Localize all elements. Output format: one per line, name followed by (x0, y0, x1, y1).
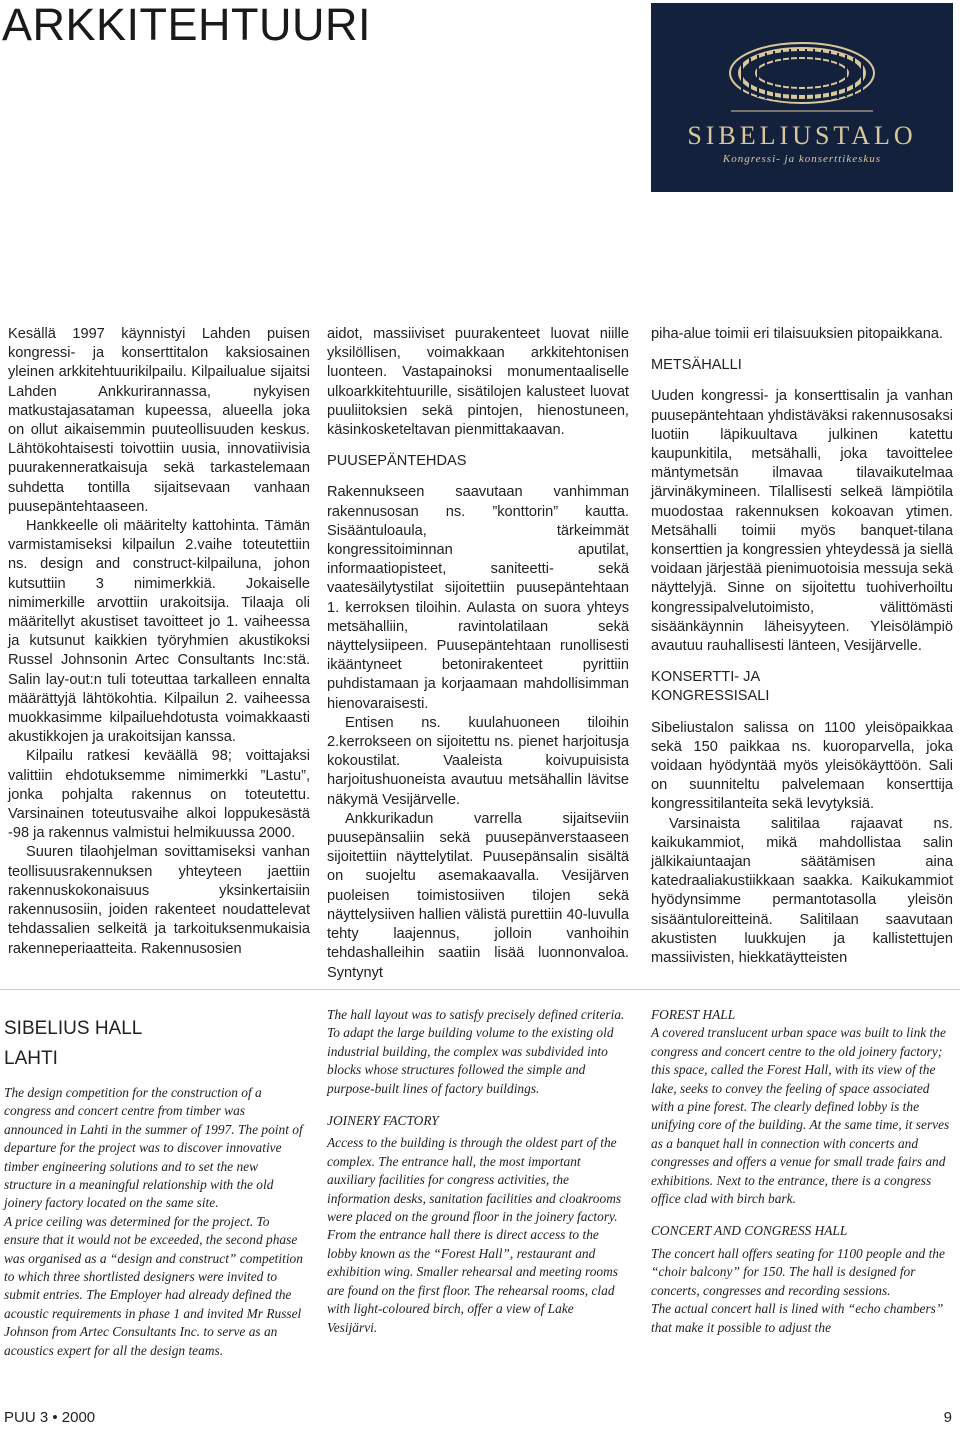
section-heading: KONSERTTI- JA (651, 669, 761, 686)
english-subtitle: LAHTI (4, 1048, 58, 1069)
paragraph: A price ceiling was determined for the project. To ensure that it would not be exceeded, the second phase was organised as a “design and construct” competition to which three shortlisted designers were invited to submit entries. The Employer had already defined the acoustic requirements in phase 1 and invited Mr Russel Johnson from Artec Consultants Inc. to serve as an acoustics expert for all the design teams. (4, 1213, 303, 1358)
section-heading: FOREST HALL (651, 1007, 736, 1022)
paragraph: Sibeliustalon salissa on 1100 yleisöpaikkaa sekä 150 paikkaa ns. kuoroparvella, joka voidaan hyödyntää myös yleisökäyttöön. Sali on suunniteltu palvelemaan konserttija kongressitilanteita sekä levytyksiä. (651, 719, 953, 813)
logo-name: SIBELIUSTALO (687, 121, 917, 150)
divider (0, 989, 960, 990)
issue-footer: PUU 3 • 2000 (4, 1409, 96, 1426)
section-heading: JOINERY FACTORY (327, 1113, 439, 1129)
paragraph: Hankkeelle oli määritelty kattohinta. Tämän varmistamiseksi kilpailun 2.vaihe toteutettiin ns. design and construct-kilpailuna, johon kutsuttiin 3 nimimerkkiä. Jokaiselle nimimerkille arvottiin urakoitsija. Tilaaja oli määritellyt akustiset tavoitteet jo 1. vaiheessa ja kutsunut kaikkien työryhmien akustikoksi Russel Johnsonin Artec Consultants Inc:stä. Salin lay-out:n tuli toteuttaa tarkalleen ennalta määrättyjä lähtökohtia. Kilpailun 2. vaiheessa muokkasimme kilpailuehdotusta voimakkaasti akustikkojen ja urakoitsijan kanssa. (8, 518, 310, 746)
paragraph: Uuden kongressi- ja konserttisalin ja vanhan puusepäntehtaan yhdistäväksi rakennusosaksi luotiin läpikuultava julkinen katettu kaupunkitila, metsähalli, joka tavoittelee mäntymetsän ilmavaa tilavaikutelmaa järvinäkymineen. Tilallisesti selkeä lämpiötila muodostaa rakennuksen kokoavan ytimen. Metsähalli toimii myös banquet-tilana konserttien ja kongressien yhteydessä ja siellä voidaan järjestää pienimuotoisia messuja sekä näyttelyjä. Sinne on sijoitettu tuohiverhoiltu kongressipalvelutoimisto, välittömästi sisäänkäynnin läheisyyteen. Yleisölämpiö avautuu rauhallisesti länteen, Vesijärvelle. (651, 388, 953, 655)
paragraph: Rakennukseen saavutaan vanhimman rakennusosan ns. ”konttorin” kautta. Sisääntuloaula, tärkeimmät kongressitoiminnan aputilat, informaatiopisteet, saniteetti- sekä vaatesäilytystilat sijoitettiin puusepäntehtaan 1. kerroksen tiloihin. Aulasta on suora yhteys metsähalliin, ravintolatilaan sekä näyttelysiipeen. Puusepäntehtaan runollisesti ikääntyneet betonirakenteet pyrittiin puhdistamaan ja korjaamaan mahdollisimman hienovaraisesti. (327, 484, 629, 712)
sibeliustalo-logo (651, 3, 953, 192)
paragraph: Varsinaista salitilaa rajaavat ns. kaikukammiot, mikä mahdollistaa salin jälkikaiuntaajan säätämisen aina katedraaliakustiikkaan saakka. Kaikukammiot hyödynsimme permantotasolla yleisön sisääntuloreitteinä. Salitilaan saavutaan akustisten luukkujen ja kallistettujen massiivisten, hiekkatäytteisten (651, 815, 953, 967)
paragraph: A covered translucent urban space was built to link the congress and concert centre to the old joinery factory; this space, called the Forest Hall, with its view of the lake, seeks to convey the feeling of space associated with a pine forest. The clearly defined lobby is the unifying core of the building. At the same time, it serves as a banquet hall in connection with concerts and congresses and offers a venue for small trade fairs and exhibitions. Next to the entrance, there is a congress office clad with birch bark. (651, 1025, 950, 1207)
paragraph: To adapt the large building volume to the existing old industrial building, the complex was subdivided into blocks whose structures followed the simple and purpose-built lines of factory buildings. (327, 1025, 614, 1096)
paragraph: Suuren tilaohjelman sovittamiseksi vanhan teollisuusrakennuksen yhteyteen jaettiin rakennuskokonaisuus yksinkertaisiin rakennusosiin, joiden rakenteet noudattelevat tehdassalien selkeitä ja tarkoituksenmukaisia rakenneperiaatteita. Rakennusosien (8, 844, 310, 957)
paragraph: The design competition for the construction of a congress and concert centre from timber was announced in Lahti in the summer of 1997. The point of departure for the project was to discover innovative timber engineering solutions and to set the new structure in a meaningful relationship with the old joinery factory located on the same site. (4, 1085, 303, 1211)
page-title: ARKKITEHTUURI (2, 0, 372, 50)
finnish-column-2 (327, 325, 629, 983)
section-heading: PUUSEPÄNTEHDAS (327, 453, 467, 470)
finnish-column-1 (8, 325, 310, 959)
paragraph: Ankkurikadun varrella sijaitseviin puusepänsaliin sekä puusepänverstaaseen sijoitettiin näyttelytilat. Puusepänsalin sisältä on suojeltu asemakaavalla. Vesijärven puoleisen toimistosiiven tilojen sekä näyttelysiiven hallien välistä purettiin 40-luvulla tehty laajennus, jolloin vanhoihin tehdashalleihin saatiin lisää luonnonvaloa. Syntynyt (327, 810, 629, 981)
paragraph: Kilpailu ratkesi keväällä 98; voittajaksi valittiin ehdotuksemme nimimerkki ”Lastu”, jonka pohjalta rakennus on toteutettu. Varsinainen toteutusvaihe alkoi loppukesästä -98 ja rakennus valmistui helmikuussa 2000. (8, 748, 310, 842)
paragraph: Entisen ns. kuulahuoneen tiloihin 2.kerrokseen on sijoitettu ns. pienet harjoitusja kokoustilat. Vaaleista koivupuisista harjoitushuoneista avautuu metsähallin lävitse näkymä Vesijärvelle. (327, 714, 629, 808)
english-title: SIBELIUS HALL (4, 1018, 143, 1039)
section-heading: KONGRESSISALI (651, 688, 770, 705)
logo-subtitle: Kongressi- ja konserttikeskus (722, 153, 882, 165)
paragraph: Access to the building is through the oldest part of the complex. The entrance hall, the most important auxiliary facilities for congress activities, the information desks, sanitation facilities and cloakrooms were placed on the ground floor in the joinery factory. From the entrance hall there is direct access to the lobby known as the “Forest Hall”, restaurant and exhibition wing. Smaller rehearsal and meeting rooms are found on the first floor. The rehearsal rooms, clad with light-coloured birch, offer a view of Lake Vesijärvi. (327, 1135, 622, 1335)
english-column-2 (327, 1006, 627, 1337)
paragraph: The concert hall offers seating for 1100 people and the “choir balcony” for 150. The hall is designed for concerts, congresses and recording sessions. (651, 1245, 945, 1298)
english-column-3 (651, 1006, 951, 1337)
paragraph: piha-alue toimii eri tilaisuuksien pitopaikkana. (651, 326, 944, 342)
page-number: 9 (943, 1409, 952, 1426)
section-heading: CONCERT AND CONGRESS HALL (651, 1223, 848, 1239)
finnish-column-3 (651, 325, 953, 968)
paragraph: aidot, massiiviset puurakenteet luovat niille yksilöllisen, voimakkaan arkkitehtonisen luonteen. Vastapainoksi monumentaaliselle ulkoarkkitehtuurille, sisätilojen kalusteet luovat puuliitoksien sekä pintojen, hienostuneen, käsinkosketeltavan pienmittakaavan. (327, 326, 629, 439)
english-column-1 (4, 1014, 304, 1360)
paragraph: The hall layout was to satisfy precisely defined criteria. (327, 1007, 625, 1022)
section-heading: METSÄHALLI (651, 357, 742, 374)
paragraph: Kesällä 1997 käynnistyi Lahden puisen kongressi- ja konserttitalon kaksiosainen yleinen arkkitehtuurikilpailu. Kilpailualue sijaitsi Lahden Ankkurirannassa, nykyisen matkustajasataman kupeessa, alueella joka on ollut aikaisemmin puuteollisuuden keskus. Lähtökohtaisesti toivottiin uusia, innovatiivisia puurakenneratkaisuja sekä tarkastelemaan suhdetta tontilla sijaitsevaan vanhaan puusepäntehtaaseen. (8, 326, 310, 515)
paragraph: The actual concert hall is lined with “echo chambers” that make it possible to adjust the (651, 1301, 944, 1335)
